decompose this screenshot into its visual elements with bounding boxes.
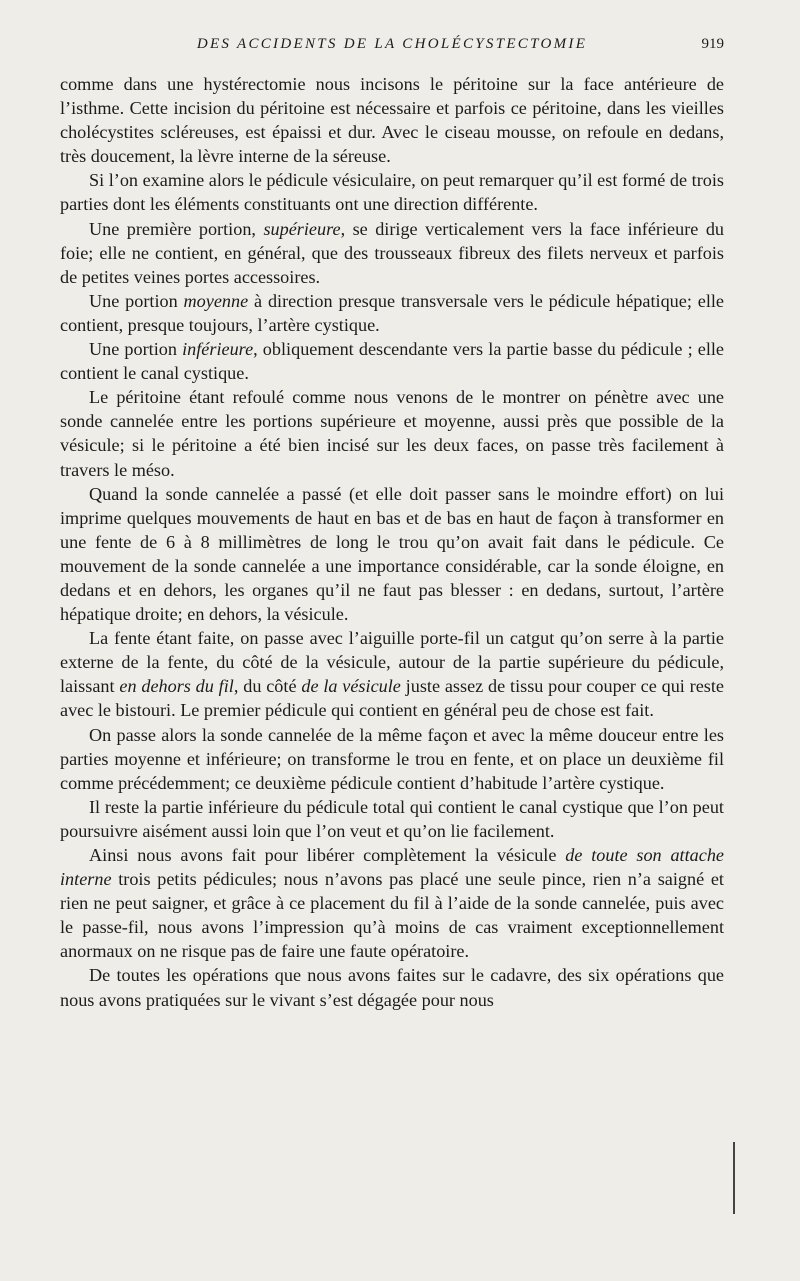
italic-text: en dehors du fil: [119, 676, 234, 697]
text-run: Si l’on examine alors le pédicule vésiculaire, on peut remarquer qu’il est formé de trois parties dont les éléments constituants ont une direction différente.: [60, 170, 724, 215]
text-run: On passe alors la sonde cannelée de la même façon et avec la même douceur entre les parties moyenne et inférieure; on transforme le trou en fente, et on place un deuxième fil comme précédemment; ce deuxième pédicule contient d’habitude l’artère cystique.: [60, 724, 724, 793]
text-run: Quand la sonde cannelée a passé (et elle doit passer sans le moindre effort) on lui imprime quelques mouvements de haut en bas et de bas en haut de façon à transformer en une fente de 6 à 8 millimètres de long le trou qu’on avait fait dans le pédicule. Ce mouvement de la sonde cannelée a une importance considérable, car la sonde éloigne, en dedans et en dehors, les organes qu’il ne faut pas blesser : en dedans, surtout, l’artère hépatique droite; en dehors, la vésicule.: [60, 483, 724, 625]
text-run: , du côté: [233, 676, 302, 697]
text-run: Ainsi nous avons fait pour libérer complètement la vésicule: [89, 845, 566, 865]
text-run: , obliquement descendante vers la partie basse du pédicule ; elle contient le canal cystique.: [60, 339, 725, 384]
paragraph: [60, 843, 724, 963]
paragraph: [60, 337, 724, 385]
text-run: à direction presque transversale vers le pédicule hépatique; elle contient, presque toujours, l’artère cystique.: [60, 290, 724, 335]
paragraph: [60, 72, 724, 168]
italic-text: moyenne: [183, 290, 249, 311]
text-run: comme dans une hystérectomie nous incisons le péritoine sur la face antérieure de l’isthme. Cette incision du péritoine est nécessaire et parfois ce péritoine, dans les vieilles cholécystites scléreuses, est épaissi et dur. Avec le ciseau mousse, on refoule en dedans, très doucement, la lèvre interne de la séreuse.: [60, 74, 724, 167]
text-run: , se dirige verticalement vers la face inférieure du foie; elle ne contient, en général, que des trousseaux fibreux des filets nerveux et parfois de petites veines portes accessoires.: [60, 218, 725, 287]
paragraph: [60, 385, 724, 481]
running-header: [60, 36, 724, 58]
paragraph: [60, 723, 724, 795]
text-run: trois petits pédicules; nous n’avons pas placé une seule pince, rien n’a saigné et rien ne peut saigner, et grâce à ce placement du fil à l’aide de la sonde cannelée, puis avec le passe-fil, nous avons l’impression qu’à moins de cas vraiment exceptionnellement anormaux on ne risque pas de faire une faute opératoire.: [60, 869, 724, 962]
italic-text: inférieure: [182, 339, 254, 360]
text-run: Il reste la partie inférieure du pédicule total qui contient le canal cystique que l’on peut poursuivre aisément aussi loin que l’on veut et qu’on lie facilement.: [60, 796, 724, 841]
margin-rule: [733, 1142, 735, 1214]
running-title: DES ACCIDENTS DE LA CHOLÉCYSTECTOMIE: [196, 36, 588, 52]
paragraph: [60, 289, 724, 337]
italic-text: de toute son attache interne: [60, 845, 724, 890]
text-run: Une portion: [89, 339, 183, 360]
page-number: 919: [701, 36, 724, 52]
text-run: De toutes les opérations que nous avons faites sur le cadavre, des six opérations que nous avons pratiquées sur le vivant s’est dégagée pour nous: [60, 965, 724, 1010]
text-run: Le péritoine étant refoulé comme nous venons de le montrer on pénètre avec une sonde cannelée entre les portions supérieure et moyenne, aussi près que possible de la vésicule; si le péritoine a été bien incisé sur les deux faces, on passe très facilement à travers le méso.: [60, 387, 724, 480]
italic-text: de la vésicule: [301, 676, 401, 697]
paragraph: [60, 626, 724, 722]
body-text: [60, 72, 724, 1012]
text-run: Une portion: [89, 290, 184, 311]
text-run: La fente étant faite, on passe avec l’aiguille porte-fil un catgut qu’on serre à la partie externe de la fente, du côté de la vésicule, autour de la partie supérieure du pédicule, laissant: [60, 628, 724, 697]
paragraph: [60, 168, 724, 216]
paragraph: [60, 963, 724, 1011]
italic-text: supérieure: [263, 218, 341, 239]
text-run: Une première portion,: [89, 218, 264, 239]
paragraph: [60, 482, 724, 627]
paragraph: [60, 795, 724, 843]
paragraph: [60, 217, 724, 289]
text-run: juste assez de tissu pour couper ce qui reste avec le bistouri. Le premier pédicule qui contient en général peu de chose est fait.: [60, 676, 724, 721]
